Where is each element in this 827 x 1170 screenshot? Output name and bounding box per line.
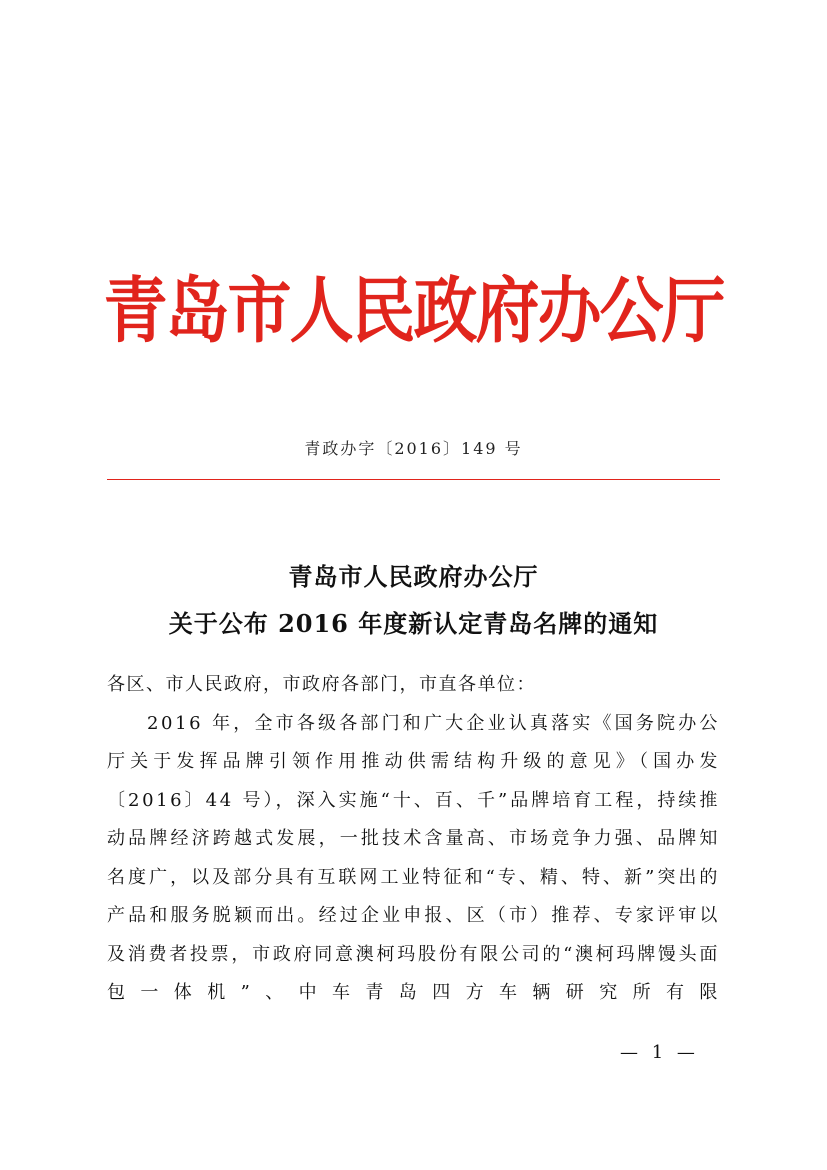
- notice-title-line-2: 关于公布 2016 年度新认定青岛名牌的通知: [168, 609, 659, 638]
- body-paragraph: 2016 年，全市各级各部门和广大企业认真落实《国务院办公厅关于发挥品牌引领作用推动供需结构升级的意见》（国办发〔2016〕44 号），深入实施“十、百、千”品牌培育工程，持续推动品牌经济跨越式发展，一批技术含量高、市场竞争力强、品牌知名度广，以及部分具有互联网工业特征和“专、精、特、新”突出的产品和服务脱颖而出。经过企业申报、区（市）推荐、专家评审以及消费者投票，市政府同意澳柯玛股份有限公司的“澳柯玛牌馒头面包一体机”、中车青岛四方车辆研究所有限: [107, 712, 720, 1003]
- red-divider-line: [107, 479, 720, 480]
- page-number: — 1 —: [620, 1042, 699, 1063]
- issuer-masthead: 青岛市人民政府办公厅: [103, 269, 724, 354]
- notice-title-line-1: 青岛市人民政府办公厅: [288, 562, 539, 591]
- notice-body: [107, 666, 720, 1013]
- salutation: 各区、市人民政府，市政府各部门，市直各单位：: [107, 674, 536, 695]
- document-number: 青政办字〔2016〕149 号: [304, 439, 523, 458]
